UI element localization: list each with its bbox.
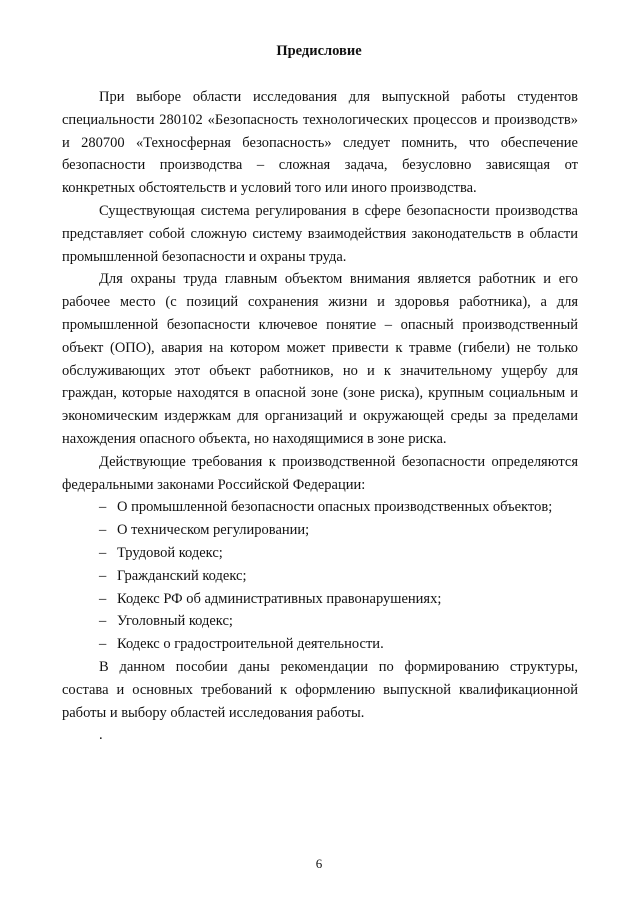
list-dash: –: [99, 636, 107, 653]
list-item-text: О промышленной безопасности опасных производственных объектов;: [117, 499, 553, 516]
list-item: [62, 633, 578, 656]
paragraph-labor-protection: Для охраны труда главным объектом внимания является работник и его рабочее место (с позиций сохранения жизни и здоровья работника), а для промышленной безопасности ключевое понятие – опасный производственный объект (ОПО), авария на котором может привести к травме (гибели) не только обслуживающих этот объект работников, но и к значительному ущербу для граждан, которые находятся в опасной зоне (зоне риска), крупным социальным и экономическим издержкам для организаций и окружающей среды за пределами нахождения опасного объекта, но находящимися в зоне риска.: [62, 271, 578, 447]
list-item-text: Гражданский кодекс;: [117, 567, 247, 584]
paragraph-requirements-intro: Действующие требования к производственной безопасности определяются федеральными законами Российской Федерации:: [62, 453, 578, 493]
list-item: [62, 542, 578, 565]
page-title: Предисловие: [276, 43, 362, 59]
list-item-text: Кодекс РФ об административных правонарушениях;: [117, 590, 442, 607]
trailing-mark: .: [99, 727, 103, 744]
laws-list: [62, 496, 578, 656]
document-body: [62, 86, 578, 747]
paragraph-regulation-system: Существующая система регулирования в сфере безопасности производства представляет собой сложную систему взаимодействия законодательств в области промышленной безопасности и охраны труда.: [62, 202, 578, 265]
list-dash: –: [99, 522, 107, 539]
list-item-text: Трудовой кодекс;: [117, 544, 223, 561]
paragraph-study-area: При выборе области исследования для выпускной работы студентов специальности 280102 «Безопасность технологических процессов и производств» и 280700 «Техносферная безопасность» следует помнить, что обеспечение безопасности производства – сложная задача, безусловно зависящая от конкретных обстоятельств и условий того или иного производства.: [62, 89, 578, 197]
paragraph-closing: В данном пособии даны рекомендации по формированию структуры, состава и основных требований к оформлению выпускной квалификационной работы и выбору областей исследования работы.: [62, 658, 578, 721]
page-number: 6: [315, 856, 323, 871]
list-dash: –: [99, 590, 107, 607]
list-dash: –: [99, 567, 107, 584]
list-item: [62, 519, 578, 542]
list-item-text: О техническом регулировании;: [117, 522, 310, 539]
list-item: [62, 496, 578, 519]
list-dash: –: [99, 499, 107, 516]
list-item: [62, 610, 578, 633]
list-item: [62, 588, 578, 611]
list-item-text: Кодекс о градостроительной деятельности.: [117, 636, 384, 653]
list-item: [62, 565, 578, 588]
list-dash: –: [99, 613, 107, 630]
list-item-text: Уголовный кодекс;: [117, 613, 233, 630]
list-dash: –: [99, 544, 107, 561]
